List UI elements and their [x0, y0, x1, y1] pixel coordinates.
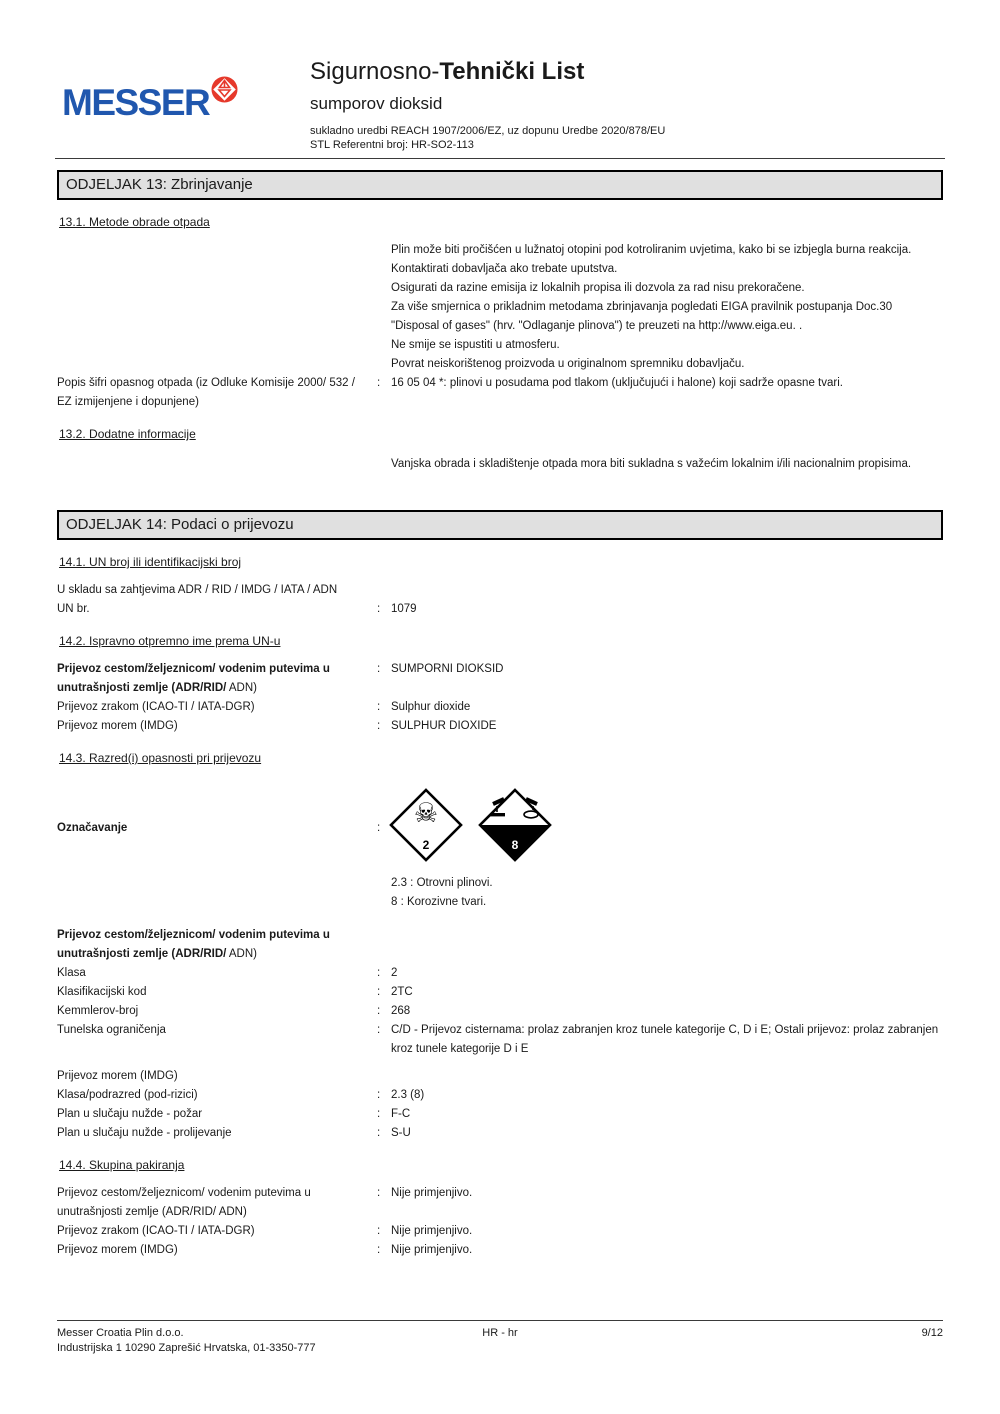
waste-methods-paragraph: Plin može biti pročišćen u lužnatoj otopini pod kotroliranim uvjetima, kako bi se izbjegla burna reakcija. — [391, 244, 912, 256]
colon: : — [377, 1244, 381, 1256]
header-divider — [55, 158, 945, 159]
section-13-header: ODJELJAK 13: Zbrinjavanje — [57, 170, 943, 200]
section-14-header: ODJELJAK 14: Podaci o prijevozu — [57, 510, 943, 540]
corrosive-diamond-icon — [477, 787, 553, 868]
subsection-14-1-title: 14.1. UN broj ili identifikacijski broj — [59, 555, 242, 569]
waste-methods-paragraph: Ne smije se ispustiti u atmosferu. — [391, 339, 560, 351]
waste-methods-paragraph: Osigurati da razine emisija iz lokalnih propisa ili dozvola za rad nisu prekoračene. — [391, 282, 805, 294]
imdg-spill-plan-row — [57, 1124, 943, 1143]
subsection-14-4-title: 14.4. Skupina pakiranja — [59, 1158, 185, 1172]
imdg-spill-plan-value: S-U — [391, 1127, 411, 1139]
adr-block-header-tail: ADN) — [228, 948, 258, 960]
shipping-air-row — [57, 698, 943, 717]
un-number-label: UN br. — [57, 603, 90, 615]
shipping-air-value: Sulphur dioxide — [391, 701, 471, 713]
regulation-lines — [310, 124, 665, 152]
colon: : — [377, 377, 381, 389]
packing-sea-row — [57, 1241, 943, 1260]
toxic-gas-diamond-icon — [388, 787, 464, 868]
colon: : — [377, 603, 381, 615]
colon: : — [377, 1225, 381, 1237]
colon: : — [377, 663, 381, 675]
hazard-caption: 2.3 : Otrovni plinovi. — [391, 877, 493, 889]
adr-class-row — [57, 964, 943, 983]
messer-emblem-icon — [211, 76, 238, 108]
diamond-class-2-number: 2 — [422, 838, 430, 852]
colon: : — [377, 1187, 381, 1199]
packing-air-row — [57, 1222, 943, 1241]
colon: : — [377, 986, 381, 998]
title-bold: Tehnički List — [439, 58, 585, 85]
colon: : — [377, 701, 381, 713]
messer-logo — [62, 82, 238, 124]
imdg-spill-plan-label: Plan u slučaju nužde - prolijevanje — [57, 1127, 232, 1139]
adr-classification-code-label: Klasifikacijski kod — [57, 986, 147, 998]
footer-company-block — [57, 1326, 352, 1356]
colon: : — [377, 1108, 381, 1120]
diamond-class-8-number: 8 — [511, 838, 519, 852]
product-name: sumporov dioksid — [310, 94, 443, 113]
page-footer — [57, 1320, 943, 1356]
imdg-fire-plan-value: F-C — [391, 1108, 411, 1120]
imdg-fire-plan-label: Plan u slučaju nužde - požar — [57, 1108, 203, 1120]
imdg-class-value: 2.3 (8) — [391, 1089, 425, 1101]
adr-tunnel-row — [57, 1021, 943, 1059]
document-title — [310, 58, 665, 86]
adr-tunnel-value: C/D - Prijevoz cisternama: prolaz zabranjen kroz tunele kategorije C, D i E; Ostali prijevoz: prolaz zabranjen kroz tunele kategorije D i E — [391, 1024, 939, 1055]
subsection-14-3-title: 14.3. Razred(i) opasnosti pri prijevozu — [59, 751, 262, 765]
subsection-14-2-title: 14.2. Ispravno otpremno ime prema UN-u — [59, 634, 281, 648]
skull-crossbones-icon: ☠ — [414, 798, 439, 829]
packing-road-row — [57, 1184, 943, 1222]
adr-class-value: 2 — [391, 967, 398, 979]
packing-air-value: Nije primjenjivo. — [391, 1225, 473, 1237]
shipping-road-label-tail: ADN) — [228, 682, 258, 694]
shipping-sea-label: Prijevoz morem (IMDG) — [57, 720, 178, 732]
imdg-block-header — [57, 1067, 943, 1086]
footer-page-number: 9/12 — [921, 1327, 943, 1339]
adr-block-header — [57, 926, 943, 964]
colon: : — [377, 821, 381, 834]
hazard-captions — [391, 874, 943, 912]
un-number-row — [57, 600, 943, 619]
shipping-road-label-bold: Prijevoz cestom/željeznicom/ vodenim putevima u unutrašnjosti zemlje (ADR/RID/ — [57, 663, 330, 694]
packing-sea-value: Nije primjenjivo. — [391, 1244, 473, 1256]
adr-kemler-row — [57, 1002, 943, 1021]
colon: : — [377, 1024, 381, 1036]
un-number-value: 1079 — [391, 603, 417, 615]
document-body — [0, 170, 1000, 1260]
accordance-row — [57, 581, 943, 600]
colon: : — [377, 1005, 381, 1017]
colon: : — [377, 967, 381, 979]
adr-tunnel-label: Tunelska ograničenja — [57, 1024, 166, 1036]
packing-road-label: Prijevoz cestom/željeznicom/ vodenim putevima u unutrašnjosti zemlje (ADR/RID/ ADN) — [57, 1187, 311, 1218]
waste-code-row — [57, 374, 943, 412]
labelling-label: Označavanje — [57, 821, 128, 834]
hazard-caption: 8 : Korozivne tvari. — [391, 896, 487, 908]
subsection-13-2-title: 13.2. Dodatne informacije — [59, 427, 196, 441]
shipping-sea-row — [57, 717, 943, 736]
labelling-row — [57, 787, 943, 868]
adr-block-header-bold: Prijevoz cestom/željeznicom/ vodenim putevima u unutrašnjosti zemlje (ADR/RID/ — [57, 929, 330, 960]
packing-sea-label: Prijevoz morem (IMDG) — [57, 1244, 178, 1256]
adr-kemler-label: Kemmlerov-broj — [57, 1005, 139, 1017]
shipping-sea-value: SULPHUR DIOXIDE — [391, 720, 497, 732]
imdg-block-header-label: Prijevoz morem (IMDG) — [57, 1070, 178, 1082]
colon: : — [377, 1089, 381, 1101]
adr-block-header-label — [57, 926, 377, 964]
shipping-air-label: Prijevoz zrakom (ICAO-TI / IATA-DGR) — [57, 701, 255, 713]
footer-address: Industrijska 1 10290 Zaprešić Hrvatska, 01-3350-777 — [57, 1342, 316, 1354]
subsection-13-1-title: 13.1. Metode obrade otpada — [59, 215, 210, 229]
imdg-class-row — [57, 1086, 943, 1105]
waste-code-value: 16 05 04 *: plinovi u posudama pod tlakom (uključujući i halone) koji sadrže opasne tvari. — [391, 377, 843, 389]
adr-class-label: Klasa — [57, 967, 86, 979]
packing-road-value: Nije primjenjivo. — [391, 1187, 473, 1199]
footer-language: HR - hr — [482, 1327, 518, 1339]
accordance-text: U skladu sa zahtjevima ADR / RID / IMDG / IATA / ADN — [57, 584, 338, 596]
footer-company: Messer Croatia Plin d.o.o. — [57, 1327, 184, 1339]
colon: : — [377, 1127, 381, 1139]
waste-methods-paragraph: Povrat neiskorištenog proizvoda u originalnom spremniku dobavljaču. — [391, 358, 745, 370]
waste-methods-text — [391, 241, 943, 374]
adr-classification-code-value: 2TC — [391, 986, 413, 998]
waste-methods-paragraph: Kontaktirati dobavljača ako trebate uputstva. — [391, 263, 618, 275]
shipping-road-row — [57, 660, 943, 698]
hazard-diamonds — [388, 787, 553, 868]
adr-classification-code-row — [57, 983, 943, 1002]
document-header — [0, 0, 1000, 158]
packing-air-label: Prijevoz zrakom (ICAO-TI / IATA-DGR) — [57, 1225, 255, 1237]
regulation-line-2: STL Referentni broj: HR-SO2-113 — [310, 139, 474, 151]
title-block — [310, 58, 665, 152]
title-regular: Sigurnosno- — [310, 58, 440, 85]
regulation-line-1: sukladno uredbi REACH 1907/2006/EZ, uz dopunu Uredbe 2020/878/EU — [310, 125, 666, 137]
additional-info-text: Vanjska obrada i skladištenje otpada mora biti sukladna s važećim lokalnim i/ili nacionalnim propisima. — [391, 458, 912, 470]
imdg-fire-plan-row — [57, 1105, 943, 1124]
colon: : — [377, 720, 381, 732]
messer-logo-text: MESSER — [62, 82, 210, 123]
shipping-road-label — [57, 660, 377, 698]
waste-methods-paragraph: Za više smjernica o prikladnim metodama zbrinjavanja pogledati EIGA pravilnik postupanja Doc.30 "Disposal of gases" (hrv. "Odlaganje plinova") te preuzeti na http://www.eiga.eu. . — [391, 301, 893, 332]
shipping-road-value: SUMPORNI DIOKSID — [391, 663, 504, 675]
waste-code-label: Popis šifri opasnog otpada (iz Odluke Komisije 2000/ 532 / EZ izmijenjene i dopunjene) — [57, 377, 355, 408]
adr-kemler-value: 268 — [391, 1005, 411, 1017]
imdg-class-label: Klasa/podrazred (pod-rizici) — [57, 1089, 198, 1101]
